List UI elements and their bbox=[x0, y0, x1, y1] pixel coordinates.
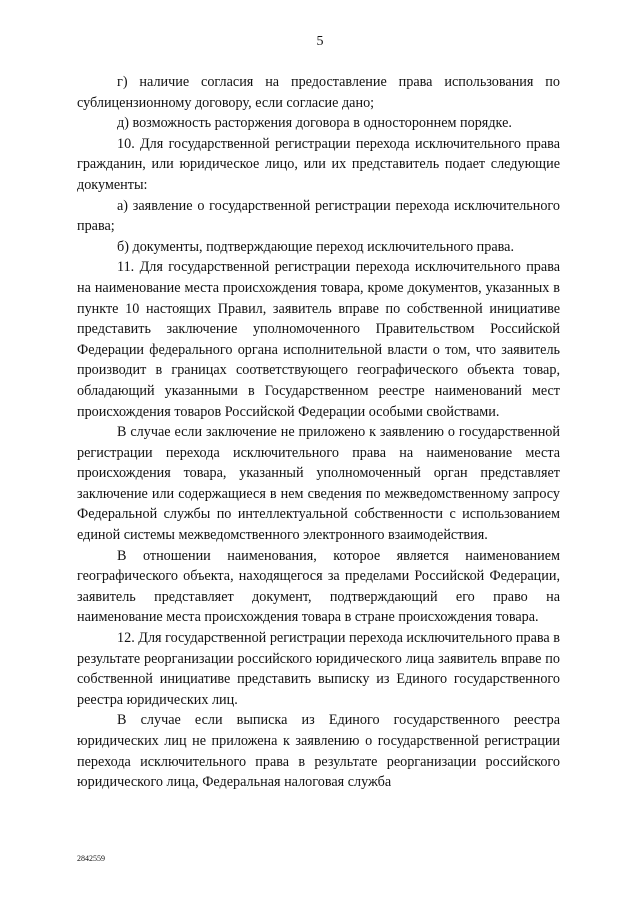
document-body bbox=[77, 72, 560, 793]
paragraph-item-11: 11. Для государственной регистрации перехода исключительного права на наименование места происхождения товара, кроме документов, указанных в пункте 10 настоящих Правил, заявитель вправе по собственной инициативе представить заключение уполномоченного Правительством Российской Федерации федерального органа исполнительной власти о том, что заявитель производит в границах соответствующего географического объекта товар, обладающий указанными в Государственном реестре наименований мест происхождения товаров Российской Федерации особыми свойствами. bbox=[77, 259, 560, 420]
paragraph-item-11-foreign: В отношении наименования, которое является наименованием географического объекта, находящегося за пределами Российской Федерации, заявитель представляет документ, подтверждающий его право на наименование места происхождения товара в стране происхождения товара. bbox=[77, 547, 560, 626]
paragraph-item-11-conclusion: В случае если заключение не приложено к заявлению о государственной регистрации перехода исключительного права на наименование места происхождения товара, указанный уполномоченный орган представляет заключение или содержащиеся в нем сведения по межведомственному запросу Федеральной службы по интеллектуальной собственности с использованием единой системы межведомственного электронного взаимодействия. bbox=[77, 424, 560, 544]
paragraph-clause-g: г) наличие согласия на предоставление права использования по сублицензионному договору, если согласие дано; bbox=[77, 74, 560, 111]
paragraph-item-10-a: а) заявление о государственной регистрации перехода исключительного права; bbox=[77, 197, 560, 235]
paragraph-item-10-b: б) документы, подтверждающие переход исключительного права. bbox=[117, 238, 514, 255]
document-code: 2842559 bbox=[77, 854, 105, 863]
paragraph-item-12-extract: В случае если выписка из Единого государственного реестра юридических лиц не приложена к заявлению о государственной регистрации перехода исключительного права в результате реорганизации российского юридического лица, Федеральная налоговая служба bbox=[77, 712, 560, 791]
paragraph-item-10: 10. Для государственной регистрации перехода исключительного права гражданин, или юридическое лицо, или их представитель подает следующие документы: bbox=[77, 135, 560, 193]
paragraph-clause-d: д) возможность расторжения договора в одностороннем порядке. bbox=[117, 115, 512, 132]
paragraph-item-12: 12. Для государственной регистрации перехода исключительного права в результате реорганизации российского юридического лица заявитель вправе по собственной инициативе представить выписку из Единого государственного реестра юридических лиц. bbox=[77, 630, 560, 708]
page-number: 5 bbox=[316, 34, 324, 49]
